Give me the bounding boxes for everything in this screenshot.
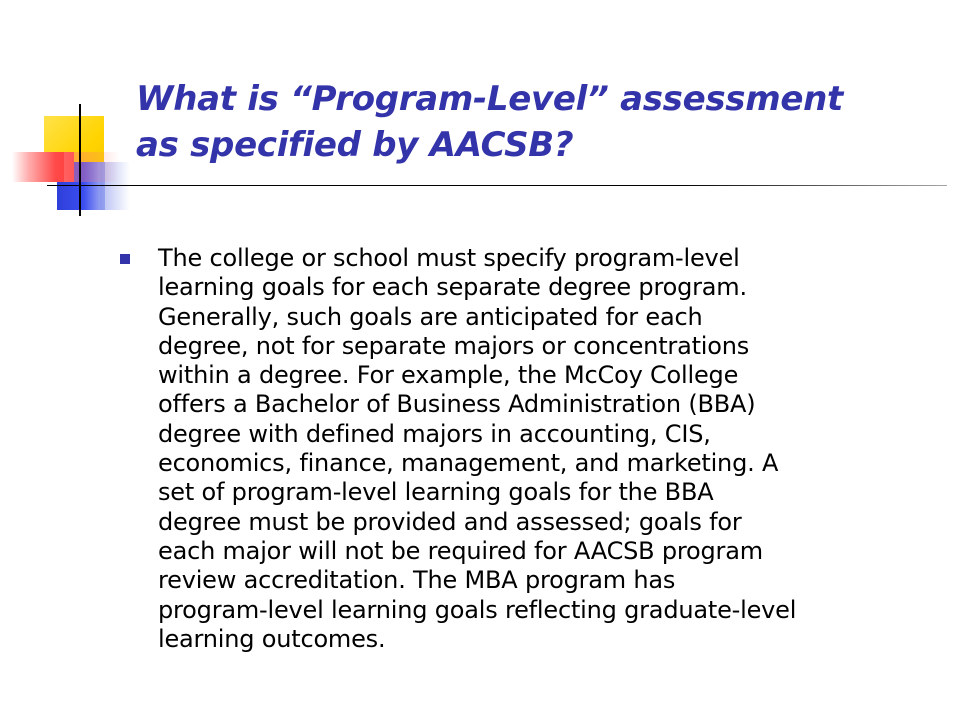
vertical-rule [79, 104, 81, 216]
bullet-line: economics, finance, management, and marketing. A [158, 449, 779, 478]
bullet-line: learning outcomes. [158, 624, 386, 653]
bullet-line: degree with defined majors in accounting, CIS, [158, 419, 711, 448]
slide-title [136, 76, 936, 168]
bullet-line: within a degree. For example, the McCoy College [158, 361, 739, 390]
bullet-line: learning goals for each separate degree program. [158, 273, 747, 302]
bullet-line: offers a Bachelor of Business Administration (BBA) [158, 390, 756, 419]
bullet-line: set of program-level learning goals for the BBA [158, 478, 714, 507]
bullet-line: each major will not be required for AACSB program [158, 536, 763, 565]
bullet-text [158, 244, 920, 654]
slide-body [120, 244, 920, 654]
title-line: as specified by AACSB? [136, 125, 574, 165]
bullet-line: degree must be provided and assessed; goals for [158, 507, 742, 536]
bullet-item [120, 244, 920, 654]
title-line: What is “Program-Level” assessment [136, 79, 843, 119]
bullet-line: Generally, such goals are anticipated for each [158, 302, 703, 331]
square-bullet-icon [120, 254, 130, 264]
title-underline-rule [47, 185, 947, 186]
bullet-line: The college or school must specify program-level [158, 244, 740, 272]
bullet-line: review accreditation. The MBA program has [158, 566, 676, 595]
bullet-line: program-level learning goals reflecting graduate-level [158, 595, 797, 624]
red-glow-decoration [64, 152, 120, 182]
bullet-line: degree, not for separate majors or concentrations [158, 331, 750, 360]
